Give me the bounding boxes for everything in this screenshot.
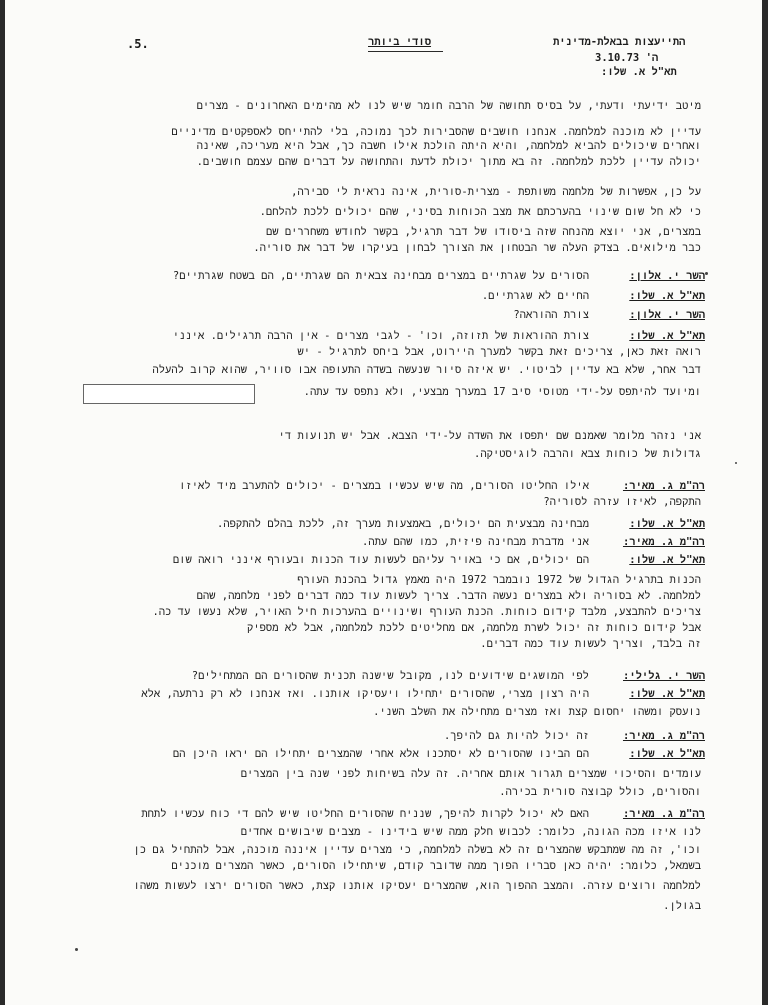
speaker-label: תא"ל א. שלו:: [629, 688, 705, 700]
transcript-line: גדולות של כוחות צבא והרבה לוגיסטיקה.: [474, 448, 701, 460]
transcript-line: זה יכול להיות גם להיפך.: [443, 730, 589, 742]
transcript-line: לנו איזו מכה הגונה, כלומר: לכבוש חלק ממה שיש בידינו - מצבים שיבושים אחדים: [240, 826, 701, 838]
transcript-line: הם הבינו שהסורים לא יסתכנו אלא אחרי שהמצרים יתחילו הם יראו היכן הם: [172, 748, 589, 760]
transcript-line: אני נזהר מלומר שאמנם שם יתפסו את השדה על-ידי הצבא. אבל יש תנועות די: [278, 430, 701, 442]
page-number: .5.: [127, 37, 149, 51]
transcript-line: החיים לא שגרתיים.: [481, 290, 589, 302]
scan-speck: [705, 272, 708, 275]
meeting-date: ה' 3.10.73: [595, 52, 659, 64]
transcript-line: עדיין לא מוכנה למלחמה. אנחנו חושבים שהסבירות לכך נמוכה, בלי להתייחס לאספקטים מדיניים: [171, 126, 701, 138]
transcript-line: בגולן.: [663, 900, 701, 912]
classification-label: סודי ביותר: [368, 36, 432, 48]
transcript-line: נועסק ומשהו יחסום קצת ואז מצרים מתחילה את השלב השני.: [373, 706, 701, 718]
meeting-title: התייעצות בבאלת-מדינית: [553, 36, 686, 48]
speaker-label: השר י. אלון:: [629, 270, 705, 282]
transcript-line: כי לא חל שום שינוי בהערכתם את מצב הכוחות בסיני, שהם יכולים ללכת להלחם.: [259, 206, 701, 218]
speaker-label: תא"ל א. שלו:: [629, 290, 705, 302]
speaker-label: השר י. אלון:: [629, 309, 705, 321]
scan-speck: [75, 948, 78, 951]
transcript-line: לפי המושגים שידועים לנו, מקובל שישנה תכנית שהסורים הם המתחילים?: [191, 670, 589, 682]
document-page: [5, 0, 762, 1005]
transcript-line: התקפה, לאיזו עזרה לסוריה?: [543, 496, 701, 508]
speaker-header: תא"ל א. שלו:: [601, 66, 677, 78]
transcript-line: אני מדברת מבחינה פיזית, כמו שהם עתה.: [361, 536, 589, 548]
transcript-line: אבל קידום כוחות זה יכול לשרת מלחמה, אם מחליטים ללכת למלחמה, אבל לא מספיק: [247, 622, 701, 634]
transcript-line: ומיועד להיתפס על-ידי מטוסי סיב 17 במערך מבצעי, ולא נתפס עד עתה.: [303, 386, 701, 398]
transcript-line: אילו החליטו הסורים, מה שיש עכשיו במצרים - יכולים להתערב מיד לאיזו: [179, 480, 589, 492]
transcript-line: למלחמה ורוצים עזרה. והמצב ההפוך הוא, שהמצרים יעסיקו אותנו קצת, כאשר הסורים ירצו לעשות משהו: [133, 880, 701, 892]
transcript-line: כבר מילואים. בצדק העלה שר הבטחון את הצורך לבחון בעיקרו של דבר את סוריה.: [253, 242, 701, 254]
transcript-line: והסורים, כולל קבוצה סורית בכירה.: [499, 786, 701, 798]
transcript-line: הם יכולים, אם כי באויר עליהם לעשות עוד הכנות ובעורף אינני רואה שום: [172, 554, 589, 566]
transcript-line: דבר אחר, שלא בא עדיין לביטוי. יש איזה סיור שנעשה בשדה התעופה אבו סוויר, שהוא קרוב להעלה: [152, 364, 701, 376]
transcript-line: רואה זאת כאן, צריכים זאת בקשר למערך היירוט, אבל ביחס לתרגיל - יש: [297, 346, 701, 358]
transcript-line: מיטב ידיעתי ודעתי, על בסיס תחושה של הרבה חומר שיש לנו לא מהימים האחרונים - מצרים: [196, 100, 701, 112]
speaker-label: רה"מ ג. מאיר:: [622, 536, 705, 548]
transcript-line: על כן, אפשרות של מלחמה משותפת - מצרית-סורית, אינה נראית לי סבירה,: [291, 186, 701, 198]
classification-underline: [368, 51, 443, 52]
redaction-box: [83, 384, 255, 404]
scan-right-edge: [762, 0, 768, 1005]
speaker-label: השר י. גלילי:: [623, 670, 705, 682]
speaker-label: תא"ל א. שלו:: [629, 554, 705, 566]
transcript-line: למלחמה. לא בסוריה ולא במצרים נעשה הדבר. צריך לעשות עוד כמה דברים לפני מלחמה, שהם: [196, 590, 701, 602]
transcript-line: האם לא יכול לקרות להיפך, שנניח שהסורים החליטו שיש להם די כוח עכשיו לתחת: [141, 808, 589, 820]
speaker-label: תא"ל א. שלו:: [629, 748, 705, 760]
transcript-line: הסורים על שגרתיים במצרים מבחינה צבאית הם שגרתיים, הם בשטח שגרתיים?: [172, 270, 589, 282]
scan-speck: [735, 462, 737, 464]
transcript-line: צורת ההוראות של תזוזה, וכו' - לגבי מצרים - אין הרבה תרגילים. אינני: [172, 330, 589, 342]
speaker-label: תא"ל א. שלו:: [629, 330, 705, 342]
scan-left-edge: [0, 0, 5, 1005]
transcript-line: הכנות בתרגיל הגדול של 1972 נובמבר 1972 היה מאמץ גדול בהכנת העורף: [297, 574, 701, 586]
transcript-line: היה רצון מצרי, שהסורים יתחילו ויעסיקו אותנו. ואז אנחנו לא רק נרתעה, אלא: [141, 688, 589, 700]
transcript-line: זה בלבד, וצריך לעשות עוד כמה דברים.: [480, 638, 701, 650]
transcript-line: יכולה עדיין ללכת למלחמה. זה בא מתוך יכולת לדעת והתחושה על דברים שהם עצמם חושבים.: [196, 156, 701, 168]
transcript-line: במצרים, אני יוצא מהנחה שזה ביסודו של דבר תרגיל, בקשר לחודש משחררים שם: [265, 226, 701, 238]
speaker-label: רה"מ ג. מאיר:: [622, 730, 705, 742]
speaker-label: תא"ל א. שלו:: [629, 518, 705, 530]
transcript-line: צורת ההוראה?: [513, 309, 589, 321]
speaker-label: רה"מ ג. מאיר:: [622, 480, 705, 492]
transcript-line: מבחינה מבצעית הם יכולים, באמצעות מערך זה, ללכת בהלם להתקפה.: [216, 518, 589, 530]
transcript-line: צריכים להתבצע, מלבד קידום כוחות. הכנת העורף ושינויים בהערכות חיל האויר, שלא נעשו עד כה.: [152, 606, 701, 618]
transcript-line: וכו', זה מה שמתבקש שהמצרים זה לא בשלה למלחמה, כי מצרים עדיין איננה מוכנה, אבל להתחיל גם כן: [133, 844, 701, 856]
speaker-label: רה"מ ג. מאיר:: [622, 808, 705, 820]
transcript-line: בשמאל, כלומר: יהיה כאן סבריו הפוך ממה שדובר קודם, שיתחילו הסורים, כאשר המצרים מוכנים: [171, 860, 701, 872]
transcript-line: עומדים והסיכוי שמצרים תגרור אותם אחריה. זה עלה בשיחות לפני שנה בין המצרים: [240, 768, 701, 780]
transcript-line: ואחרים שיכולים להביא למלחמה, והיא היתה הולכת אילו חשבה כך, אבל היא מעריכה, שאינה: [196, 140, 701, 152]
